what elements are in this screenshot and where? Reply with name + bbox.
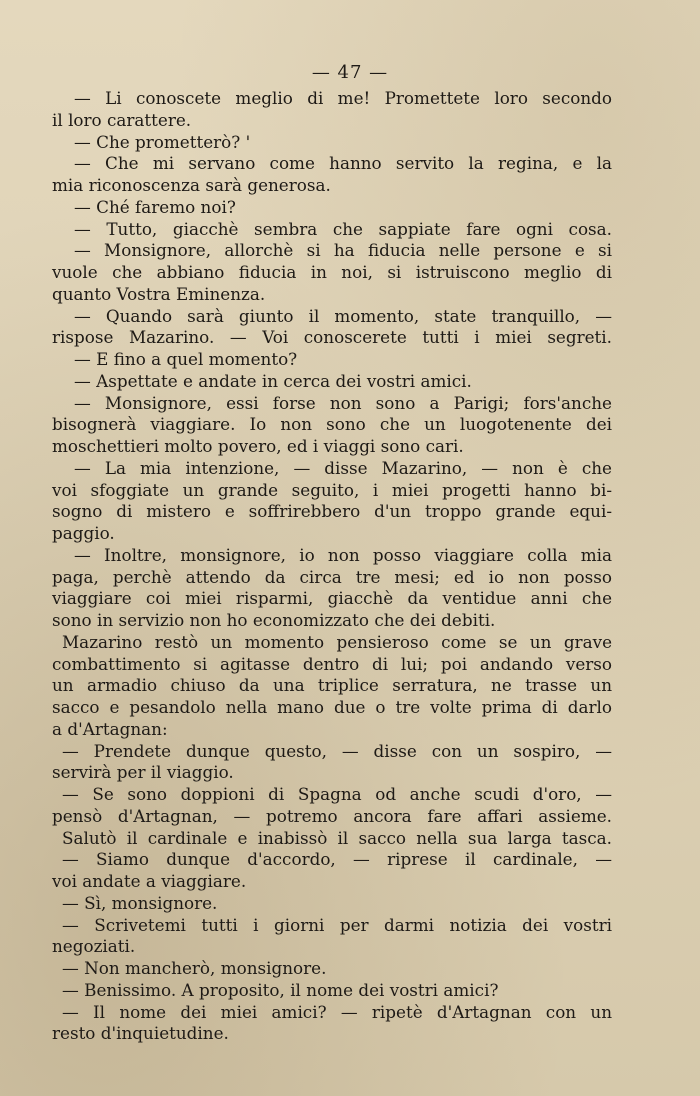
text-line: — Sì, monsignore. [62,892,218,913]
text-line: rispose Mazarino. — Voi conoscerete tutti i miei segreti. [52,327,612,348]
text-line: — Siamo dunque d'accordo, — riprese il cardinale, — [62,849,612,870]
text-line: — Il nome dei miei amici? — ripetè d'Artagnan con un [62,1001,612,1022]
text-line: — Inoltre, monsignore, io non posso viaggiare colla mia [74,544,612,565]
text-line: quanto Vostra Eminenza. [52,283,266,304]
text-line: — E fino a quel momento? [74,349,298,369]
text-line: — Se sono doppioni di Spagna od anche scudi d'oro, — [62,784,612,804]
text-line: voi sfoggiate un grande seguito, i miei progetti hanno bi- [52,479,612,500]
text-line: moschettieri molto povero, ed i viaggi sono cari. [52,436,464,456]
text-line: — Quando sarà giunto il momento, state tranquillo, — [74,305,612,326]
text-line: — Che prometterò? ' [74,131,251,152]
text-line: bisognerà viaggiare. Io non sono che un luogotenente dei [52,414,612,435]
text-line: Mazarino restò un momento pensieroso come se un grave [62,631,612,652]
text-line: paga, perchè attendo da circa tre mesi; ed io non posso [52,566,612,587]
text-line: — Che mi servano come hanno servito la regina, e la [74,153,612,174]
text-line: sono in servizio non ho economizzato che dei debiti. [52,610,496,630]
text-line: il loro carattere. [52,109,192,130]
text-line: resto d'inquietudine. [52,1023,229,1044]
text-line: mia riconoscenza sarà generosa. [52,175,331,195]
text-line: pensò d'Artagnan, — potremo ancora fare affari assieme. [52,805,612,826]
text-line: viaggiare coi miei risparmi, giacchè da ventidue anni che [52,588,612,609]
text-line: — Prendete dunque questo, — disse con un sospiro, — [62,740,612,761]
text-line: — La mia intenzione, — disse Mazarino, — non è che [74,457,612,478]
text-line: — Non mancherò, monsignore. [62,958,327,978]
text-line: — Monsignore, essi forse non sono a Parigi; fors'anche [74,392,612,413]
text-line: — Scrivetemi tutti i giorni per darmi notizia dei vostri [62,914,612,935]
text-line: — Monsignore, allorchè si ha fiducia nelle persone e si [74,240,612,261]
text-line: — Benissimo. A proposito, il nome dei vostri amici? [62,979,499,1000]
text-line: Salutò il cardinale e inabissò il sacco nella sua larga tasca. [62,827,612,848]
text-line: — Tutto, giacchè sembra che sappiate fare ogni cosa. [74,218,612,239]
text-line: — Ché faremo noi? [74,196,236,217]
text-line: voi andate a viaggiare. [52,871,247,891]
text-line: negoziati. [52,936,136,957]
text-line: sogno di mistero e soffrirebbero d'un troppo grande equi- [52,501,612,522]
text-line: — Li conoscete meglio di me! Promettete loro secondo [74,88,612,108]
text-line: paggio. [52,523,115,543]
page-number: — 47 — [311,62,389,83]
body-text [52,88,612,1045]
text-line: a d'Artagnan: [52,718,168,739]
text-line: sacco e pesandolo nella mano due o tre volte prima di darlo [52,697,612,717]
text-line: — Aspettate e andate in cerca dei vostri amici. [74,370,472,391]
text-line: un armadio chiuso da una triplice serratura, ne trasse un [52,675,612,696]
text-line: combattimento si agitasse dentro di lui; poi andando verso [52,653,612,674]
text-line: servirà per il viaggio. [52,762,234,783]
text-line: vuole che abbiano fiducia in noi, si istruiscono meglio di [52,262,612,282]
